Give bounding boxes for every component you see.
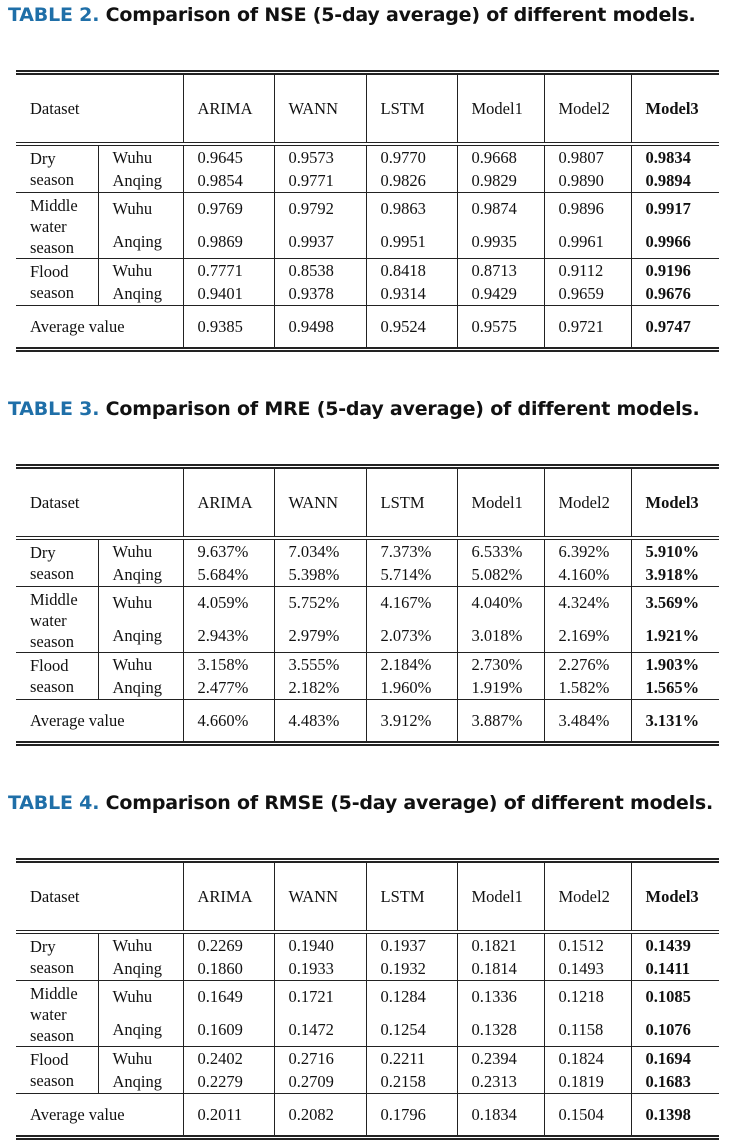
- season-cell: Flood season: [16, 653, 98, 700]
- table-row: [16, 538, 719, 563]
- table-title: Comparison of NSE (5-day average) of different models.: [105, 4, 696, 26]
- col-header: ARIMA: [183, 73, 274, 145]
- average-row: [16, 1094, 719, 1138]
- table-caption: [8, 398, 700, 420]
- col-header: ARIMA: [183, 861, 274, 933]
- value-cell: 0.1721: [274, 981, 366, 1014]
- table-row: [16, 676, 719, 700]
- value-cell: 0.1336: [457, 981, 544, 1014]
- table-row: [16, 653, 719, 677]
- season-cell: Flood season: [16, 259, 98, 306]
- city-cell: Wuhu: [98, 144, 183, 169]
- value-cell: 1.919%: [457, 676, 544, 700]
- table-row: [16, 193, 719, 226]
- average-label: Average value: [16, 1094, 183, 1138]
- dataset-header: Dataset: [16, 467, 183, 539]
- value-cell: 5.714%: [366, 563, 457, 587]
- value-cell: 0.2269: [183, 932, 274, 957]
- city-cell: Wuhu: [98, 981, 183, 1014]
- city-cell: Anqing: [98, 169, 183, 193]
- value-cell: 0.1834: [457, 1094, 544, 1138]
- header-row: [16, 861, 719, 933]
- value-cell: 0.7771: [183, 259, 274, 283]
- col-header: Model1: [457, 73, 544, 145]
- table-row: [16, 282, 719, 306]
- table-row: [16, 1047, 719, 1071]
- table-row: [16, 563, 719, 587]
- value-cell: 0.9112: [544, 259, 631, 283]
- value-cell: 0.9937: [274, 226, 366, 259]
- value-cell: 0.9524: [366, 306, 457, 350]
- best-value-cell: 1.903%: [631, 653, 719, 677]
- value-cell: 0.1649: [183, 981, 274, 1014]
- value-cell: 4.059%: [183, 587, 274, 620]
- city-cell: Anqing: [98, 282, 183, 306]
- city-cell: Wuhu: [98, 1047, 183, 1071]
- table-label: TABLE 2.: [8, 4, 100, 26]
- table-row: [16, 1070, 719, 1094]
- city-cell: Anqing: [98, 957, 183, 981]
- city-cell: Wuhu: [98, 932, 183, 957]
- value-cell: 0.9575: [457, 306, 544, 350]
- city-cell: Anqing: [98, 620, 183, 653]
- table-caption: [8, 792, 713, 814]
- value-cell: 0.1814: [457, 957, 544, 981]
- best-value-cell: 0.9917: [631, 193, 719, 226]
- value-cell: 0.1824: [544, 1047, 631, 1071]
- value-cell: 0.2394: [457, 1047, 544, 1071]
- table-row: [16, 957, 719, 981]
- value-cell: 0.9378: [274, 282, 366, 306]
- value-cell: 0.2279: [183, 1070, 274, 1094]
- value-cell: 0.9401: [183, 282, 274, 306]
- value-cell: 0.9807: [544, 144, 631, 169]
- col-header: LSTM: [366, 73, 457, 145]
- value-cell: 2.184%: [366, 653, 457, 677]
- value-cell: 0.1940: [274, 932, 366, 957]
- average-label: Average value: [16, 306, 183, 350]
- value-cell: 0.1796: [366, 1094, 457, 1138]
- value-cell: 5.684%: [183, 563, 274, 587]
- average-row: [16, 700, 719, 744]
- value-cell: 0.9826: [366, 169, 457, 193]
- table-title: Comparison of RMSE (5-day average) of different models.: [105, 792, 714, 814]
- value-cell: 0.1609: [183, 1014, 274, 1047]
- value-cell: 4.324%: [544, 587, 631, 620]
- season-cell: Middle water season: [16, 981, 98, 1047]
- value-cell: 0.1504: [544, 1094, 631, 1138]
- table-row: [16, 932, 719, 957]
- value-cell: 3.912%: [366, 700, 457, 744]
- value-cell: 2.477%: [183, 676, 274, 700]
- value-cell: 7.034%: [274, 538, 366, 563]
- value-cell: 6.533%: [457, 538, 544, 563]
- city-cell: Wuhu: [98, 193, 183, 226]
- value-cell: 0.9573: [274, 144, 366, 169]
- value-cell: 3.887%: [457, 700, 544, 744]
- value-cell: 0.9385: [183, 306, 274, 350]
- table-row: [16, 259, 719, 283]
- city-cell: Anqing: [98, 1070, 183, 1094]
- city-cell: Wuhu: [98, 538, 183, 563]
- value-cell: 0.9896: [544, 193, 631, 226]
- best-value-cell: 3.131%: [631, 700, 719, 744]
- value-cell: 5.752%: [274, 587, 366, 620]
- city-cell: Anqing: [98, 676, 183, 700]
- best-value-cell: 1.565%: [631, 676, 719, 700]
- value-cell: 5.082%: [457, 563, 544, 587]
- results-table: [16, 464, 719, 746]
- value-cell: 0.8418: [366, 259, 457, 283]
- table-row: [16, 587, 719, 620]
- value-cell: 4.660%: [183, 700, 274, 744]
- col-header: Model2: [544, 467, 631, 539]
- value-cell: 2.169%: [544, 620, 631, 653]
- city-cell: Anqing: [98, 563, 183, 587]
- value-cell: 3.158%: [183, 653, 274, 677]
- value-cell: 0.1254: [366, 1014, 457, 1047]
- col-header: LSTM: [366, 467, 457, 539]
- value-cell: 0.9863: [366, 193, 457, 226]
- value-cell: 0.1472: [274, 1014, 366, 1047]
- value-cell: 0.1819: [544, 1070, 631, 1094]
- col-header: WANN: [274, 861, 366, 933]
- value-cell: 3.484%: [544, 700, 631, 744]
- col-header: WANN: [274, 467, 366, 539]
- value-cell: 0.1284: [366, 981, 457, 1014]
- value-cell: 0.1933: [274, 957, 366, 981]
- value-cell: 2.182%: [274, 676, 366, 700]
- value-cell: 2.276%: [544, 653, 631, 677]
- value-cell: 0.1512: [544, 932, 631, 957]
- season-cell: Dry season: [30, 937, 74, 977]
- value-cell: 2.073%: [366, 620, 457, 653]
- value-cell: 0.9829: [457, 169, 544, 193]
- table-row: [16, 981, 719, 1014]
- value-cell: 4.040%: [457, 587, 544, 620]
- city-cell: Wuhu: [98, 653, 183, 677]
- table-title: Comparison of MRE (5-day average) of different models.: [105, 398, 700, 420]
- value-cell: 7.373%: [366, 538, 457, 563]
- value-cell: 0.2082: [274, 1094, 366, 1138]
- table-row: [16, 169, 719, 193]
- value-cell: 0.9498: [274, 306, 366, 350]
- value-cell: 0.9951: [366, 226, 457, 259]
- value-cell: 0.9314: [366, 282, 457, 306]
- header-row: [16, 467, 719, 539]
- value-cell: 9.637%: [183, 538, 274, 563]
- value-cell: 0.9645: [183, 144, 274, 169]
- value-cell: 0.8713: [457, 259, 544, 283]
- table-row: [16, 226, 719, 259]
- city-cell: Anqing: [98, 226, 183, 259]
- dataset-header: Dataset: [16, 861, 183, 933]
- value-cell: 0.2158: [366, 1070, 457, 1094]
- value-cell: 0.9769: [183, 193, 274, 226]
- value-cell: 0.9869: [183, 226, 274, 259]
- best-value-cell: 0.9747: [631, 306, 719, 350]
- table-label: TABLE 4.: [8, 792, 100, 814]
- value-cell: 6.392%: [544, 538, 631, 563]
- season-cell: Middle water season: [16, 587, 98, 653]
- col-header: Model3: [631, 467, 719, 539]
- table-label: TABLE 3.: [8, 398, 100, 420]
- value-cell: 0.9935: [457, 226, 544, 259]
- dataset-header: Dataset: [16, 73, 183, 145]
- value-cell: 0.9771: [274, 169, 366, 193]
- value-cell: 0.2313: [457, 1070, 544, 1094]
- table-row: [16, 1014, 719, 1047]
- value-cell: 5.398%: [274, 563, 366, 587]
- value-cell: 0.1218: [544, 981, 631, 1014]
- best-value-cell: 5.910%: [631, 538, 719, 563]
- value-cell: 0.1158: [544, 1014, 631, 1047]
- value-cell: 0.9874: [457, 193, 544, 226]
- best-value-cell: 0.1439: [631, 932, 719, 957]
- value-cell: 0.1932: [366, 957, 457, 981]
- best-value-cell: 0.1076: [631, 1014, 719, 1047]
- average-row: [16, 306, 719, 350]
- value-cell: 0.9854: [183, 169, 274, 193]
- value-cell: 0.9961: [544, 226, 631, 259]
- best-value-cell: 0.9196: [631, 259, 719, 283]
- value-cell: 4.160%: [544, 563, 631, 587]
- col-header: Model1: [457, 467, 544, 539]
- value-cell: 0.1937: [366, 932, 457, 957]
- value-cell: 3.018%: [457, 620, 544, 653]
- best-value-cell: 0.1398: [631, 1094, 719, 1138]
- value-cell: 0.9721: [544, 306, 631, 350]
- value-cell: 1.582%: [544, 676, 631, 700]
- season-cell: Flood season: [16, 1047, 98, 1094]
- best-value-cell: 0.1683: [631, 1070, 719, 1094]
- table-caption: [8, 4, 696, 26]
- best-value-cell: 0.9676: [631, 282, 719, 306]
- season-cell: Dry season: [30, 149, 74, 189]
- col-header: Model2: [544, 73, 631, 145]
- value-cell: 0.1493: [544, 957, 631, 981]
- value-cell: 0.2716: [274, 1047, 366, 1071]
- table-row: [16, 620, 719, 653]
- value-cell: 0.2211: [366, 1047, 457, 1071]
- value-cell: 0.2402: [183, 1047, 274, 1071]
- city-cell: Anqing: [98, 1014, 183, 1047]
- best-value-cell: 0.9894: [631, 169, 719, 193]
- city-cell: Wuhu: [98, 587, 183, 620]
- col-header: Model1: [457, 861, 544, 933]
- average-label: Average value: [16, 700, 183, 744]
- best-value-cell: 3.569%: [631, 587, 719, 620]
- value-cell: 2.730%: [457, 653, 544, 677]
- results-table: [16, 70, 719, 352]
- best-value-cell: 0.9966: [631, 226, 719, 259]
- city-cell: Wuhu: [98, 259, 183, 283]
- value-cell: 3.555%: [274, 653, 366, 677]
- value-cell: 0.2011: [183, 1094, 274, 1138]
- value-cell: 0.2709: [274, 1070, 366, 1094]
- value-cell: 0.1328: [457, 1014, 544, 1047]
- best-value-cell: 0.1085: [631, 981, 719, 1014]
- col-header: Model3: [631, 73, 719, 145]
- table-row: [16, 144, 719, 169]
- best-value-cell: 0.1694: [631, 1047, 719, 1071]
- value-cell: 1.960%: [366, 676, 457, 700]
- col-header: LSTM: [366, 861, 457, 933]
- col-header: WANN: [274, 73, 366, 145]
- value-cell: 4.167%: [366, 587, 457, 620]
- value-cell: 0.9668: [457, 144, 544, 169]
- col-header: Model3: [631, 861, 719, 933]
- best-value-cell: 0.9834: [631, 144, 719, 169]
- value-cell: 0.8538: [274, 259, 366, 283]
- season-cell: Dry season: [30, 543, 74, 583]
- header-row: [16, 73, 719, 145]
- value-cell: 2.943%: [183, 620, 274, 653]
- value-cell: 0.9770: [366, 144, 457, 169]
- value-cell: 0.1860: [183, 957, 274, 981]
- value-cell: 2.979%: [274, 620, 366, 653]
- col-header: Model2: [544, 861, 631, 933]
- value-cell: 0.1821: [457, 932, 544, 957]
- col-header: ARIMA: [183, 467, 274, 539]
- results-table: [16, 858, 719, 1140]
- value-cell: 0.9429: [457, 282, 544, 306]
- best-value-cell: 3.918%: [631, 563, 719, 587]
- value-cell: 0.9792: [274, 193, 366, 226]
- best-value-cell: 0.1411: [631, 957, 719, 981]
- value-cell: 0.9659: [544, 282, 631, 306]
- value-cell: 4.483%: [274, 700, 366, 744]
- best-value-cell: 1.921%: [631, 620, 719, 653]
- season-cell: Middle water season: [16, 193, 98, 259]
- value-cell: 0.9890: [544, 169, 631, 193]
